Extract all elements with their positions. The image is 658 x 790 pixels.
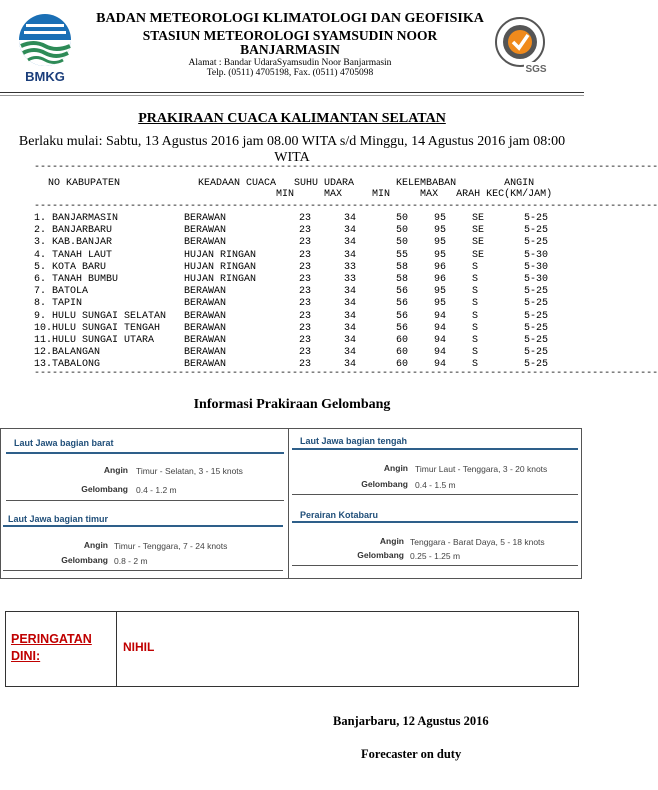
- cell-hmax: 94: [434, 334, 447, 346]
- cell-tmax: 34: [344, 213, 357, 224]
- cell-hmin: 60: [396, 359, 409, 371]
- table-row: [34, 237, 560, 249]
- wave-panel-kotabaru-wind: Tenggara - Barat Daya, 5 - 18 knots: [410, 537, 545, 547]
- station-name: STASIUN METEOROLOGI SYAMSUDIN NOOR: [142, 28, 438, 43]
- wave-panel-barat-wave-label: Gelombang: [81, 484, 128, 494]
- cell-hmin: 56: [396, 322, 409, 334]
- wave-grid-center: [288, 428, 289, 578]
- cell-speed: 5-25: [524, 334, 549, 346]
- org-name: BADAN METEOROLOGI KLIMATOLOGI DAN GEOFISIKA: [96, 11, 484, 26]
- wave-panel-timur-wave-label: Gelombang: [61, 555, 108, 565]
- cell-hmax: 94: [434, 310, 447, 322]
- cell-dir: S: [472, 347, 479, 359]
- wave-panel-timur-wave: 0.8 - 2 m: [114, 556, 148, 566]
- signature-date: Banjarbaru, 12 Agustus 2016: [333, 714, 489, 728]
- cell-speed: 5-25: [524, 286, 549, 298]
- cell-weather: BERAWAN: [184, 322, 227, 334]
- cell-speed: 5-25: [524, 359, 549, 371]
- cell-hmax: 95: [434, 249, 447, 261]
- cell-name: 9. HULU SUNGAI SELATAN: [34, 310, 167, 322]
- bmkg-logo-text: BMKG: [25, 69, 65, 84]
- cell-dir: S: [472, 359, 479, 371]
- table-row: [34, 335, 560, 347]
- wave-panel-barat-rule: [6, 452, 284, 454]
- table-row: [34, 262, 560, 274]
- cell-speed: 5-25: [524, 298, 549, 310]
- cell-hmin: 56: [396, 310, 409, 322]
- cell-tmax: 34: [344, 286, 357, 298]
- cell-hmax: 94: [434, 359, 447, 371]
- cell-hmin: 56: [396, 298, 409, 310]
- table-row: [34, 274, 560, 286]
- wave-panel-tengah-title: Laut Jawa bagian tengah: [300, 436, 408, 446]
- cell-tmax: 34: [344, 347, 357, 359]
- wave-panel-tengah-rule: [292, 448, 578, 450]
- cell-hmax: 96: [434, 273, 447, 285]
- cell-speed: 5-30: [524, 261, 549, 273]
- wave-panel-barat-underline: [6, 500, 284, 501]
- cell-tmin: 23: [299, 261, 312, 273]
- forecast-title: PRAKIRAAN CUACA KALIMANTAN SELATAN: [138, 111, 446, 126]
- cell-weather: BERAWAN: [184, 213, 227, 224]
- table-header-row1: NO KABUPATEN KEADAAN CUACA SUHU UDARA KELEMBABAN ANGIN: [48, 178, 535, 189]
- table-row: [34, 347, 560, 359]
- cell-hmax: 94: [434, 347, 447, 359]
- wave-grid-top: [0, 428, 582, 429]
- cell-hmin: 60: [396, 347, 409, 359]
- cell-tmax: 33: [344, 261, 357, 273]
- cell-speed: 5-25: [524, 237, 549, 249]
- table-bottom-rule: --------------------------------------------------------------------------------------------------------: [34, 368, 658, 379]
- cell-speed: 5-25: [524, 347, 549, 359]
- cell-hmin: 50: [396, 213, 409, 224]
- early-warning-label-line1: PERINGATAN: [11, 632, 92, 646]
- wave-panel-timur-wind: Timur - Tenggara, 7 - 24 knots: [114, 541, 228, 551]
- cell-name: 2. BANJARBARU: [34, 225, 113, 237]
- cell-weather: BERAWAN: [184, 237, 227, 249]
- cell-name: 3. KAB.BANJAR: [34, 237, 113, 249]
- cell-tmin: 23: [299, 273, 312, 285]
- cell-hmax: 95: [434, 286, 447, 298]
- wave-panel-kotabaru-rule: [292, 521, 578, 523]
- signature-role: Forecaster on duty: [361, 747, 462, 761]
- wave-panel-tengah-wave-label: Gelombang: [361, 479, 408, 489]
- early-warning-divider: [116, 612, 117, 686]
- table-row: [34, 298, 560, 310]
- cell-speed: 5-30: [524, 249, 549, 261]
- bmkg-logo: [14, 12, 76, 84]
- cell-tmax: 34: [344, 237, 357, 249]
- cell-dir: S: [472, 334, 479, 346]
- cell-tmin: 23: [299, 310, 312, 322]
- cell-tmin: 23: [299, 334, 312, 346]
- table-row: [34, 225, 560, 237]
- cell-tmin: 23: [299, 249, 312, 261]
- cell-hmin: 58: [396, 273, 409, 285]
- cell-dir: S: [472, 298, 479, 310]
- cell-hmin: 58: [396, 261, 409, 273]
- cell-hmax: 95: [434, 225, 447, 237]
- early-warning-label: [11, 631, 111, 665]
- sgs-text: SGS: [525, 64, 547, 75]
- header-divider-thin: [0, 95, 584, 96]
- cell-weather: HUJAN RINGAN: [184, 249, 257, 261]
- phone-fax: Telp. (0511) 4705198, Fax. (0511) 4705098: [206, 68, 374, 78]
- wave-panel-tengah-wind: Timur Laut - Tenggara, 3 - 20 knots: [415, 464, 548, 474]
- cell-dir: S: [472, 322, 479, 334]
- table-row: [34, 323, 560, 335]
- cell-dir: SE: [472, 213, 485, 224]
- wave-panel-kotabaru-title: Perairan Kotabaru: [300, 510, 379, 520]
- cell-tmin: 23: [299, 225, 312, 237]
- table-top-rule: --------------------------------------------------------------------------------------------------------: [34, 162, 658, 173]
- cell-name: 6. TANAH BUMBU: [34, 273, 119, 285]
- city-name: BANJARMASIN: [240, 42, 340, 57]
- cell-hmin: 55: [396, 249, 409, 261]
- cell-tmin: 23: [299, 237, 312, 249]
- cell-tmin: 23: [299, 286, 312, 298]
- cell-hmin: 50: [396, 237, 409, 249]
- early-warning-label-colon: :: [36, 649, 41, 663]
- cell-dir: SE: [472, 237, 485, 249]
- cell-hmin: 50: [396, 225, 409, 237]
- cell-hmax: 95: [434, 213, 447, 224]
- cell-tmin: 23: [299, 298, 312, 310]
- cell-weather: BERAWAN: [184, 298, 227, 310]
- cell-speed: 5-25: [524, 213, 549, 224]
- cell-dir: S: [472, 273, 479, 285]
- cell-hmin: 60: [396, 334, 409, 346]
- cell-name: 7. BATOLA: [34, 286, 89, 298]
- forecast-table-body: [34, 213, 560, 371]
- table-row: [34, 213, 560, 225]
- cell-name: 8. TAPIN: [34, 298, 83, 310]
- cell-weather: BERAWAN: [184, 286, 227, 298]
- wave-panel-timur-underline: [3, 570, 283, 571]
- cell-tmax: 34: [344, 322, 357, 334]
- early-warning-value: NIHIL: [123, 640, 155, 654]
- cell-tmax: 34: [344, 249, 357, 261]
- cell-tmax: 34: [344, 310, 357, 322]
- wave-panel-barat-wind-label: Angin: [103, 465, 128, 475]
- cell-name: 4. TANAH LAUT: [34, 249, 113, 261]
- cell-speed: 5-30: [524, 273, 549, 285]
- wave-panel-kotabaru-wind-label: Angin: [379, 536, 404, 546]
- wave-panel-barat-wind: Timur - Selatan, 3 - 15 knots: [136, 466, 243, 476]
- early-warning-label-line2: DINI: [11, 649, 36, 663]
- iso-certification-badge-icon: [490, 16, 550, 78]
- wave-panel-tengah-underline: [292, 494, 578, 495]
- wave-panel-timur-wind-label: Angin: [83, 540, 108, 550]
- cell-weather: BERAWAN: [184, 310, 227, 322]
- table-row: [34, 311, 560, 323]
- cell-name: 5. KOTA BARU: [34, 261, 107, 273]
- cell-weather: BERAWAN: [184, 359, 227, 371]
- wave-panel-tengah-wave: 0.4 - 1.5 m: [415, 480, 456, 490]
- wave-panel-barat-title: Laut Jawa bagian barat: [14, 438, 114, 448]
- cell-weather: BERAWAN: [184, 225, 227, 237]
- valid-period: Berlaku mulai: Sabtu, 13 Agustus 2016 jam 08.00 WITA s/d Minggu, 14 Agustus 2016 jam 08:00 WITA: [18, 134, 566, 165]
- wave-panel-barat-wave: 0.4 - 1.2 m: [136, 485, 177, 495]
- table-header-rule: --------------------------------------------------------------------------------------------------------: [34, 201, 658, 212]
- cell-dir: S: [472, 286, 479, 298]
- cell-tmin: 23: [299, 347, 312, 359]
- cell-dir: SE: [472, 249, 485, 261]
- wave-section-title: Informasi Prakiraan Gelombang: [193, 397, 391, 412]
- cell-name: 13.TABALONG: [34, 359, 101, 371]
- cell-tmax: 34: [344, 298, 357, 310]
- wave-panel-kotabaru-wave: 0.25 - 1.25 m: [410, 551, 461, 561]
- cell-hmax: 96: [434, 261, 447, 273]
- wave-panel-timur-title: Laut Jawa bagian timur: [8, 514, 109, 524]
- table-header-row2: MIN MAX MIN MAX ARAH KEC(KM/JAM): [48, 189, 553, 200]
- cell-tmax: 34: [344, 334, 357, 346]
- cell-speed: 5-25: [524, 225, 549, 237]
- cell-tmax: 33: [344, 273, 357, 285]
- address: Alamat : Bandar UdaraSyamsudin Noor Banjarmasin: [188, 58, 392, 68]
- cell-speed: 5-25: [524, 310, 549, 322]
- cell-dir: SE: [472, 225, 485, 237]
- table-row: [34, 286, 560, 298]
- wave-panel-tengah-wind-label: Angin: [383, 463, 408, 473]
- cell-name: 10.HULU SUNGAI TENGAH: [34, 322, 161, 334]
- header-divider: [0, 92, 584, 93]
- cell-tmin: 23: [299, 213, 312, 224]
- cell-speed: 5-25: [524, 322, 549, 334]
- wave-panel-kotabaru-underline: [292, 565, 578, 566]
- wave-panel-timur-rule: [3, 525, 283, 527]
- early-warning-label-line2-wrap: [11, 648, 111, 665]
- wave-panel-kotabaru-wave-label: Gelombang: [357, 550, 404, 560]
- cell-weather: HUJAN RINGAN: [184, 273, 257, 285]
- cell-tmax: 34: [344, 225, 357, 237]
- cell-tmin: 23: [299, 359, 312, 371]
- cell-weather: HUJAN RINGAN: [184, 261, 257, 273]
- cell-tmin: 23: [299, 322, 312, 334]
- cell-name: 12.BALANGAN: [34, 347, 101, 359]
- wave-grid-right: [581, 428, 582, 578]
- wave-grid-bottom: [0, 578, 582, 579]
- cell-hmax: 95: [434, 237, 447, 249]
- wave-grid-left: [0, 428, 1, 578]
- cell-hmin: 56: [396, 286, 409, 298]
- cell-dir: S: [472, 261, 479, 273]
- cell-weather: BERAWAN: [184, 334, 227, 346]
- table-row: [34, 250, 560, 262]
- cell-name: 11.HULU SUNGAI UTARA: [34, 334, 155, 346]
- cell-dir: S: [472, 310, 479, 322]
- cell-weather: BERAWAN: [184, 347, 227, 359]
- cell-hmax: 94: [434, 322, 447, 334]
- cell-tmax: 34: [344, 359, 357, 371]
- cell-name: 1. BANJARMASIN: [34, 213, 119, 224]
- cell-hmax: 95: [434, 298, 447, 310]
